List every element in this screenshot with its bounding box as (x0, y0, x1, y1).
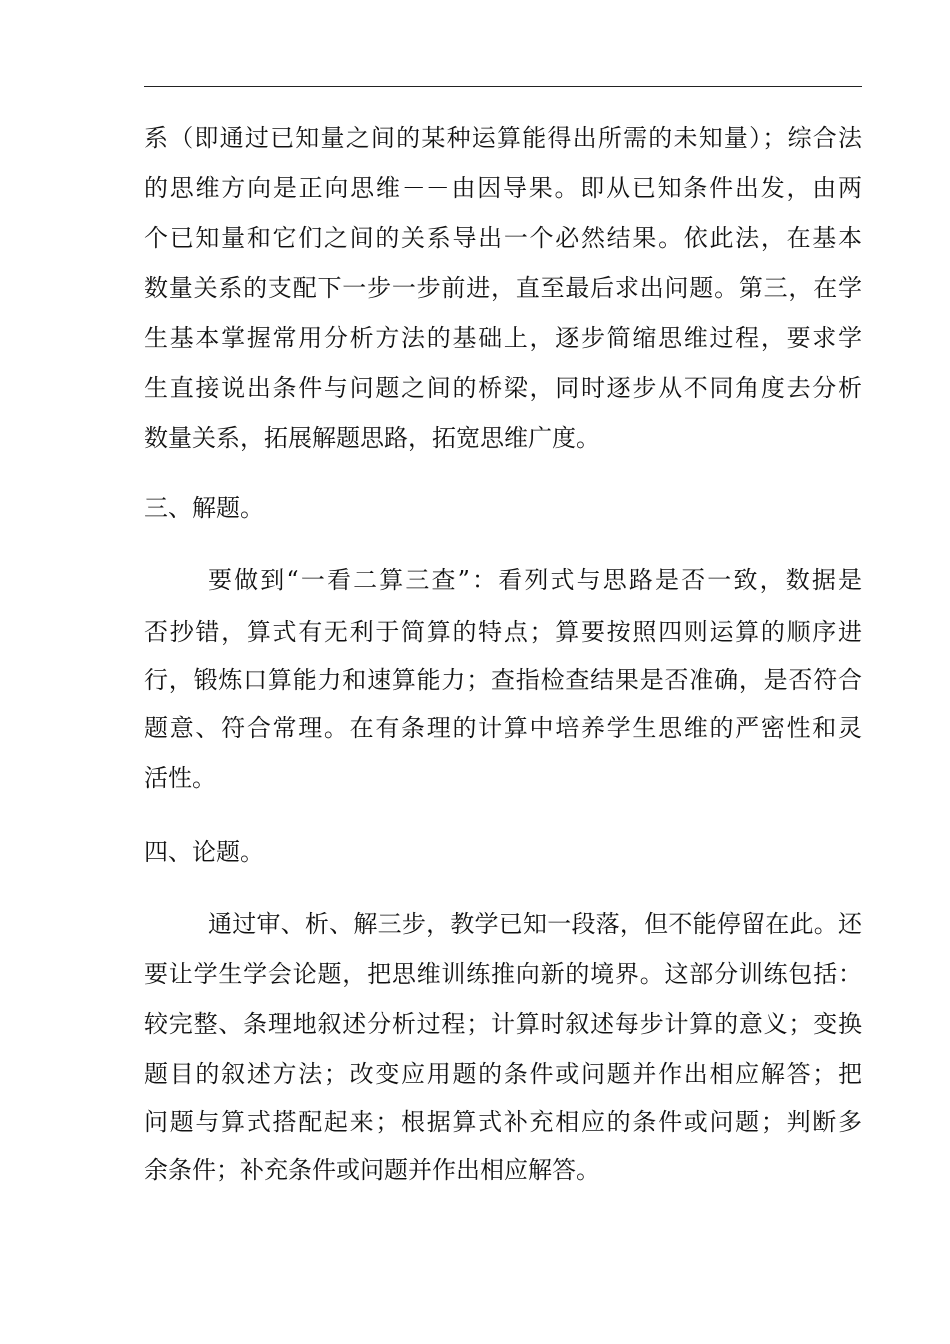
text-line: 题目的叙述方法；改变应用题的条件或问题并作出相应解答；把 (144, 1060, 862, 1088)
text-line: 的思维方向是正向思维－－由因导果。即从已知条件出发，由两 (144, 174, 862, 202)
section-heading-3: 三、解题。 (144, 494, 264, 522)
text-line: 题意、符合常理。在有条理的计算中培养学生思维的严密性和灵 (144, 714, 862, 742)
text-line: 数量关系，拓展解题思路，拓宽思维广度。 (144, 424, 600, 452)
text-line: 较完整、条理地叙述分析过程；计算时叙述每步计算的意义；变换 (144, 1010, 862, 1038)
text-line: 活性。 (144, 764, 216, 792)
text-line: 系（即通过已知量之间的某种运算能得出所需的未知量）；综合法 (144, 124, 862, 152)
text-line: 数量关系的支配下一步一步前进，直至最后求出问题。第三，在学 (144, 274, 862, 302)
text-line: 生直接说出条件与问题之间的桥梁，同时逐步从不同角度去分析 (144, 374, 862, 402)
text-line: 问题与算式搭配起来；根据算式补充相应的条件或问题；判断多 (144, 1108, 862, 1136)
text-line: 行，锻炼口算能力和速算能力；查指检查结果是否准确，是否符合 (144, 666, 862, 694)
text-line: 余条件；补充条件或问题并作出相应解答。 (144, 1156, 600, 1184)
section-heading-4: 四、论题。 (144, 838, 264, 866)
text-line: 生基本掌握常用分析方法的基础上，逐步简缩思维过程，要求学 (144, 324, 862, 352)
text-line: 要让学生学会论题，把思维训练推向新的境界。这部分训练包括： (144, 960, 862, 988)
text-line: 否抄错，算式有无利于简算的特点；算要按照四则运算的顺序进 (144, 618, 862, 646)
text-line: 通过审、析、解三步，教学已知一段落，但不能停留在此。还 (208, 910, 862, 938)
header-rule (144, 86, 862, 87)
text-line: 要做到“一看二算三查”：看列式与思路是否一致，数据是 (208, 566, 862, 594)
text-line: 个已知量和它们之间的关系导出一个必然结果。依此法，在基本 (144, 224, 862, 252)
